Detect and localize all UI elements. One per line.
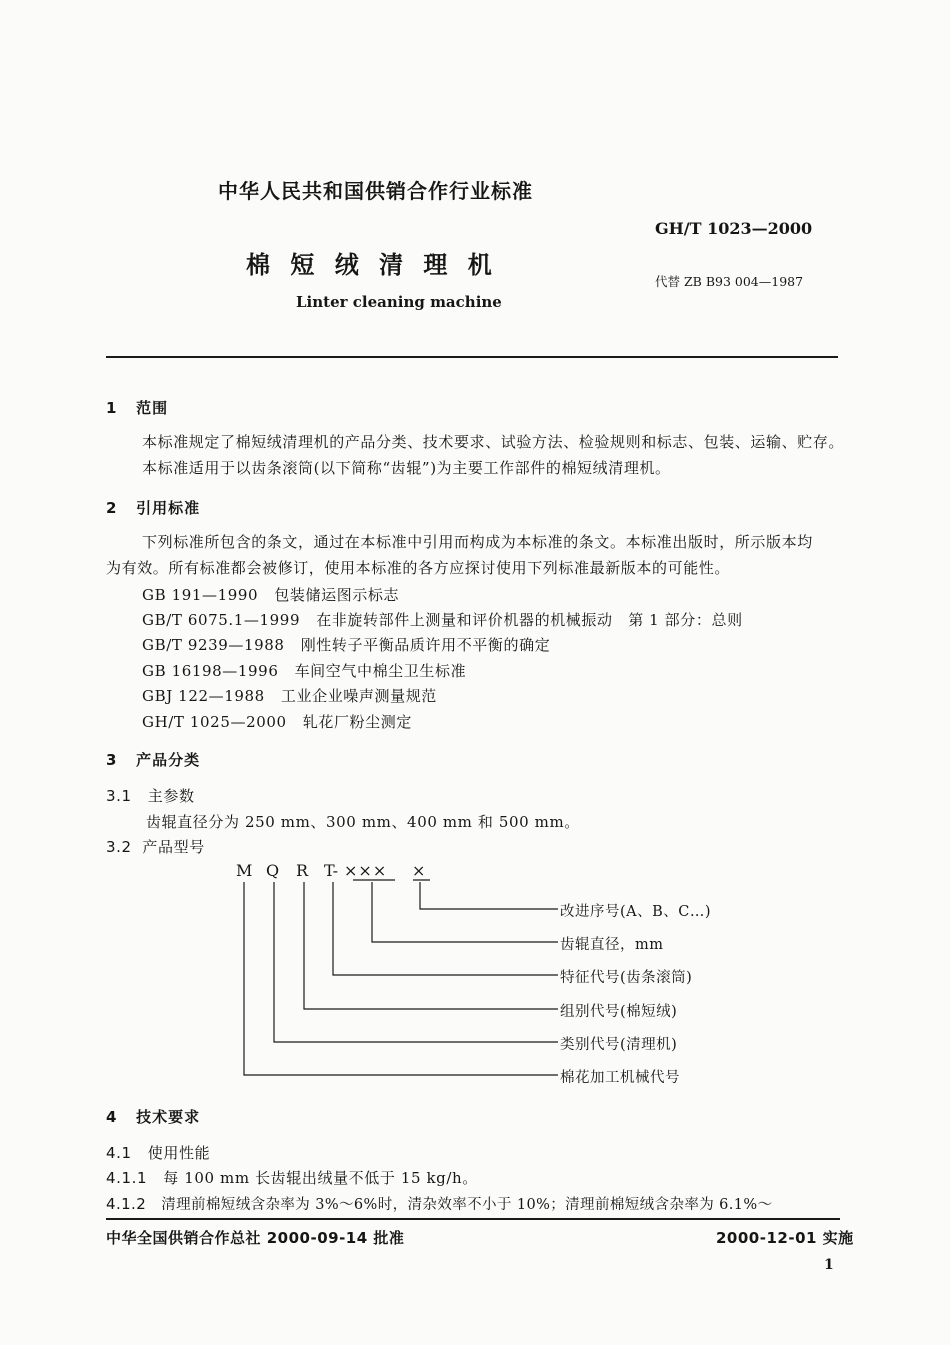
reference-item: GB 16198—1996 车间空气中棉尘卫生标准 [142,662,467,680]
standard-code: GH/T 1023—2000 [655,219,813,238]
section-1-heading: 1 范围 [106,399,169,417]
section-2-paragraph-line-1: 下列标准所包含的条文，通过在本标准中引用而构成为本标准的条文。本标准出版时，所示版本均 [142,533,813,551]
page-title: 棉 短 绒 清 理 机 [246,251,498,279]
approval-line: 中华全国供销合作总社 2000-09-14 批准 [106,1229,405,1247]
label-machine-code: 棉花加工机械代号 [560,1070,680,1086]
section-3-heading: 3 产品分类 [106,751,201,769]
subsection-3-1-text: 齿辊直径分为 250 mm、300 mm、400 mm 和 500 mm。 [146,813,580,831]
connector-feature [333,882,558,975]
standard-category-title: 中华人民共和国供销合作行业标准 [218,179,533,203]
effective-date: 2000-12-01 实施 [716,1229,854,1247]
page-number: 1 [824,1257,834,1273]
subsection-3-2-heading: 3.2 产品型号 [106,838,205,856]
connector-diameter [372,882,558,942]
reference-item: GH/T 1025—2000 轧花厂粉尘测定 [142,713,412,731]
subsection-3-1-heading: 3.1 主参数 [106,787,195,805]
label-group-code: 组别代号(棉短绒) [560,1004,678,1020]
footer-divider [106,1218,840,1220]
reference-item: GB/T 9239—1988 刚性转子平衡品质许用不平衡的确定 [142,636,551,654]
section-2-paragraph-line-2: 为有效。所有标准都会被修订，使用本标准的各方应探讨使用下列标准最新版本的可能性。 [106,559,731,577]
connector-machine [244,882,558,1075]
label-feature-code: 特征代号(齿条滚筒) [560,970,693,986]
connector-revision [420,882,558,909]
reference-item: GBJ 122—1988 工业企业噪声测量规范 [142,687,437,705]
label-roller-diameter: 齿辊直径，mm [560,937,664,953]
reference-item: GB/T 6075.1—1999 在非旋转部件上测量和评价机器的机械振动 第 1 部分：总则 [142,611,743,629]
section-4-heading: 4 技术要求 [106,1108,201,1126]
connector-category [274,882,558,1042]
section-1-paragraph-2: 本标准适用于以齿条滚筒(以下简称“齿辊”)为主要工作部件的棉短绒清理机。 [142,459,671,477]
clause-4-1-1: 4.1.1 每 100 mm 长齿辊出绒量不低于 15 kg/h。 [106,1169,478,1187]
section-2-heading: 2 引用标准 [106,499,201,517]
english-title: Linter cleaning machine [296,293,502,311]
model-letter-m: M [236,861,253,880]
model-revision-placeholder: × [412,861,426,880]
reference-item: GB 191—1990 包装储运图示标志 [142,586,400,604]
model-diameter-placeholder: ××× [344,861,388,880]
subsection-4-1-heading: 4.1 使用性能 [106,1144,211,1162]
header-divider [106,356,838,358]
connector-group [304,882,558,1009]
label-revision-code: 改进序号(A、B、C…) [560,904,712,920]
model-letter-t: T- [324,861,339,880]
section-1-paragraph-1: 本标准规定了棉短绒清理机的产品分类、技术要求、试验方法、检验规则和标志、包装、运输、贮存。 [142,433,845,451]
label-category-code: 类别代号(清理机) [560,1037,678,1053]
replaces-standard: 代替 ZB B93 004—1987 [655,274,804,289]
model-letter-q: Q [266,861,280,880]
model-letter-r: R [296,861,309,880]
clause-4-1-2: 4.1.2 清理前棉短绒含杂率为 3%～6%时，清杂效率不小于 10%；清理前棉短绒含杂率为 6.1%～ [106,1195,773,1213]
